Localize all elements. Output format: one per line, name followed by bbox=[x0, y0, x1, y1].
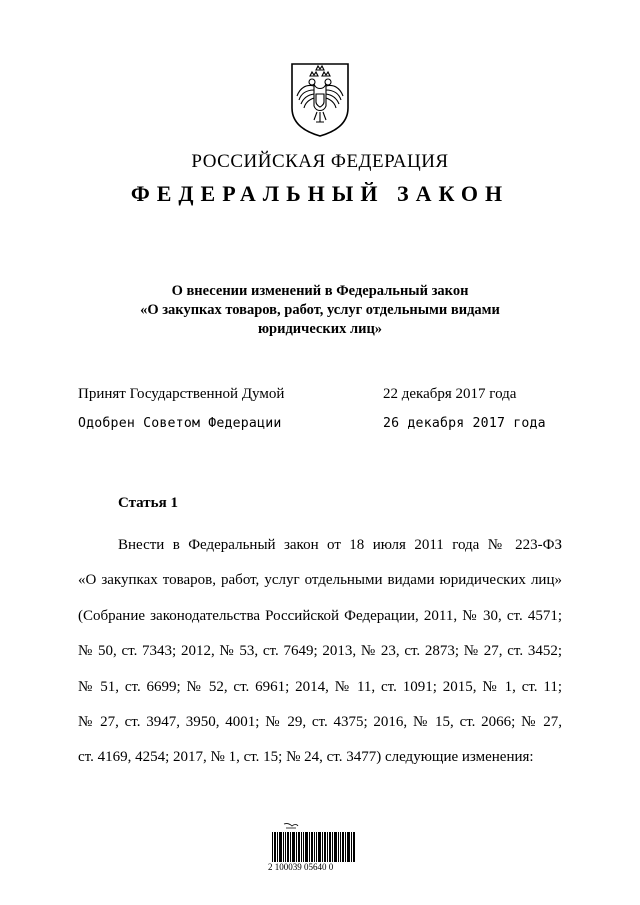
article-line: (Собрание законодательства Российской Федерации, 2011, № 30, ст. 4571; bbox=[78, 607, 562, 624]
adoption-date: 22 декабря 2017 года bbox=[383, 386, 517, 402]
article-heading: Статья 1 bbox=[118, 495, 178, 511]
article-line: «О закупках товаров, работ, услуг отдельными видами юридических лиц» bbox=[78, 572, 562, 589]
article-line: № 51, ст. 6699; № 52, ст. 6961; 2014, № 11, ст. 1091; 2015, № 1, ст. 11; bbox=[78, 678, 562, 695]
law-title bbox=[110, 282, 530, 339]
law-title-line: «О закупках товаров, работ, услуг отдельными видами bbox=[140, 302, 500, 318]
law-title-line: юридических лиц» bbox=[257, 321, 383, 337]
barcode-number: 2 100039 05640 0 bbox=[268, 862, 334, 872]
approval-label: Одобрен Советом Федерации bbox=[78, 416, 282, 431]
adoption-label: Принят Государственной Думой bbox=[78, 386, 285, 402]
country-name: РОССИЙСКАЯ ФЕДЕРАЦИЯ bbox=[191, 151, 449, 172]
approval-date: 26 декабря 2017 года bbox=[383, 416, 546, 431]
article-line: № 27, ст. 3947, 3950, 4001; № 29, ст. 4375; 2016, № 15, ст. 2066; № 27, bbox=[78, 713, 562, 730]
article-body bbox=[78, 528, 562, 776]
coat-of-arms-icon bbox=[288, 62, 352, 138]
document-type: ФЕДЕРАЛЬНЫЙ ЗАКОН bbox=[130, 181, 510, 206]
article-line: Внести в Федеральный закон от 18 июля 2011 года № 223-ФЗ bbox=[118, 537, 562, 553]
law-title-line: О внесении изменений в Федеральный закон bbox=[171, 283, 469, 299]
article-line: № 50, ст. 7343; 2012, № 53, ст. 7649; 2013, № 23, ст. 2873; № 27, ст. 3452; bbox=[78, 643, 562, 660]
article-line: ст. 4169, 4254; 2017, № 1, ст. 15; № 24, ст. 3477) следующие изменения: bbox=[78, 749, 534, 766]
